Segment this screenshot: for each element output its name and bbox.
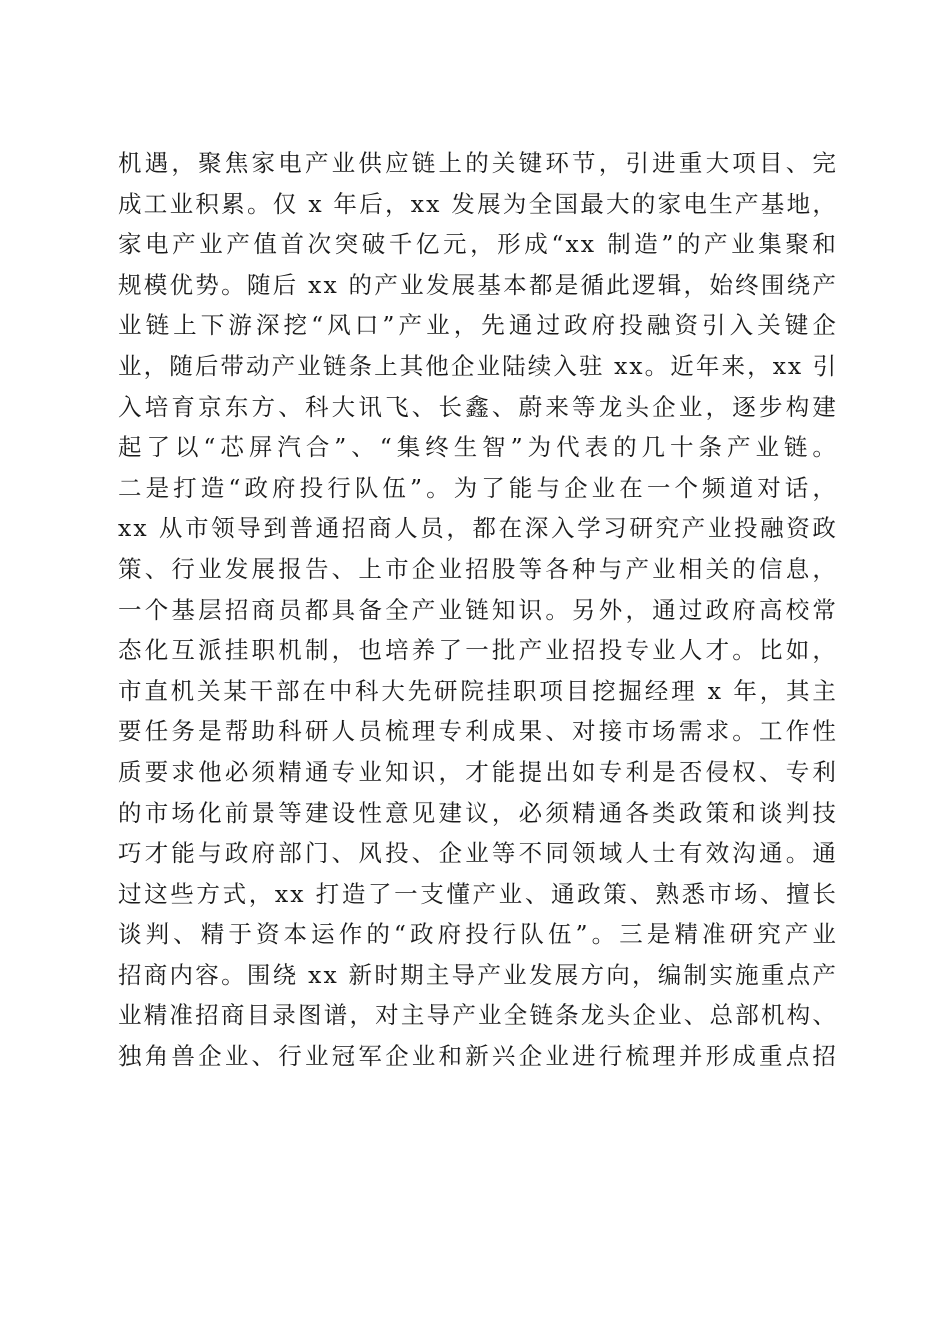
text-line-3: 家电产业产值首次突破千亿元，形成“xx 制造”的产业集聚和 bbox=[118, 230, 838, 259]
text-line-15: 要任务是帮助科研人员梳理专利成果、对接市场需求。工作性 bbox=[118, 717, 838, 746]
text-line-6: 业，随后带动产业链条上其他企业陆续入驻 xx。近年来，xx 引 bbox=[118, 351, 838, 380]
text-line-16: 质要求他必须精通专业知识，才能提出如专利是否侵权、专利 bbox=[118, 757, 838, 786]
text-line-12: 一个基层招商员都具备全产业链知识。另外，通过政府高校常 bbox=[118, 595, 838, 624]
text-line-13: 态化互派挂职机制，也培养了一批产业招投专业人才。比如， bbox=[118, 636, 838, 665]
text-line-1: 机遇，聚焦家电产业供应链上的关键环节，引进重大项目、完 bbox=[118, 149, 838, 177]
text-line-20: 谈判、精于资本运作的“政府投行队伍”。三是精准研究产业 bbox=[118, 920, 838, 949]
text-line-5: 业链上下游深挖“风口”产业，先通过政府投融资引入关键企 bbox=[118, 311, 838, 340]
text-line-9: 二是打造“政府投行队伍”。为了能与企业在一个频道对话， bbox=[118, 473, 838, 502]
text-line-19: 过这些方式，xx 打造了一支懂产业、通政策、熟悉市场、擅长 bbox=[118, 879, 838, 908]
text-line-4: 规模优势。随后 xx 的产业发展基本都是循此逻辑，始终围绕产 bbox=[118, 270, 838, 299]
text-line-14: 市直机关某干部在中科大先研院挂职项目挖掘经理 x 年，其主 bbox=[118, 676, 838, 705]
text-line-8: 起了以“芯屏汽合”、“集终生智”为代表的几十条产业链。 bbox=[118, 433, 838, 462]
text-line-21: 招商内容。围绕 xx 新时期主导产业发展方向，编制实施重点产 bbox=[118, 960, 838, 989]
text-line-11: 策、行业发展报告、上市企业招股等各种与产业相关的信息， bbox=[118, 554, 838, 583]
text-line-18: 巧才能与政府部门、风投、企业等不同领域人士有效沟通。通 bbox=[118, 839, 838, 868]
text-line-2: 成工业积累。仅 x 年后，xx 发展为全国最大的家电生产基地， bbox=[118, 189, 838, 218]
body-text bbox=[118, 143, 838, 1077]
text-line-22: 业精准招商目录图谱，对主导产业全链条龙头企业、总部机构、 bbox=[118, 1001, 838, 1030]
text-line-23: 独角兽企业、行业冠军企业和新兴企业进行梳理并形成重点招 bbox=[118, 1042, 838, 1071]
text-line-10: xx 从市领导到普通招商人员，都在深入学习研究产业投融资政 bbox=[118, 514, 838, 543]
text-line-7: 入培育京东方、科大讯飞、长鑫、蔚来等龙头企业，逐步构建 bbox=[118, 392, 838, 421]
text-line-17: 的市场化前景等建设性意见建议，必须精通各类政策和谈判技 bbox=[118, 798, 838, 827]
